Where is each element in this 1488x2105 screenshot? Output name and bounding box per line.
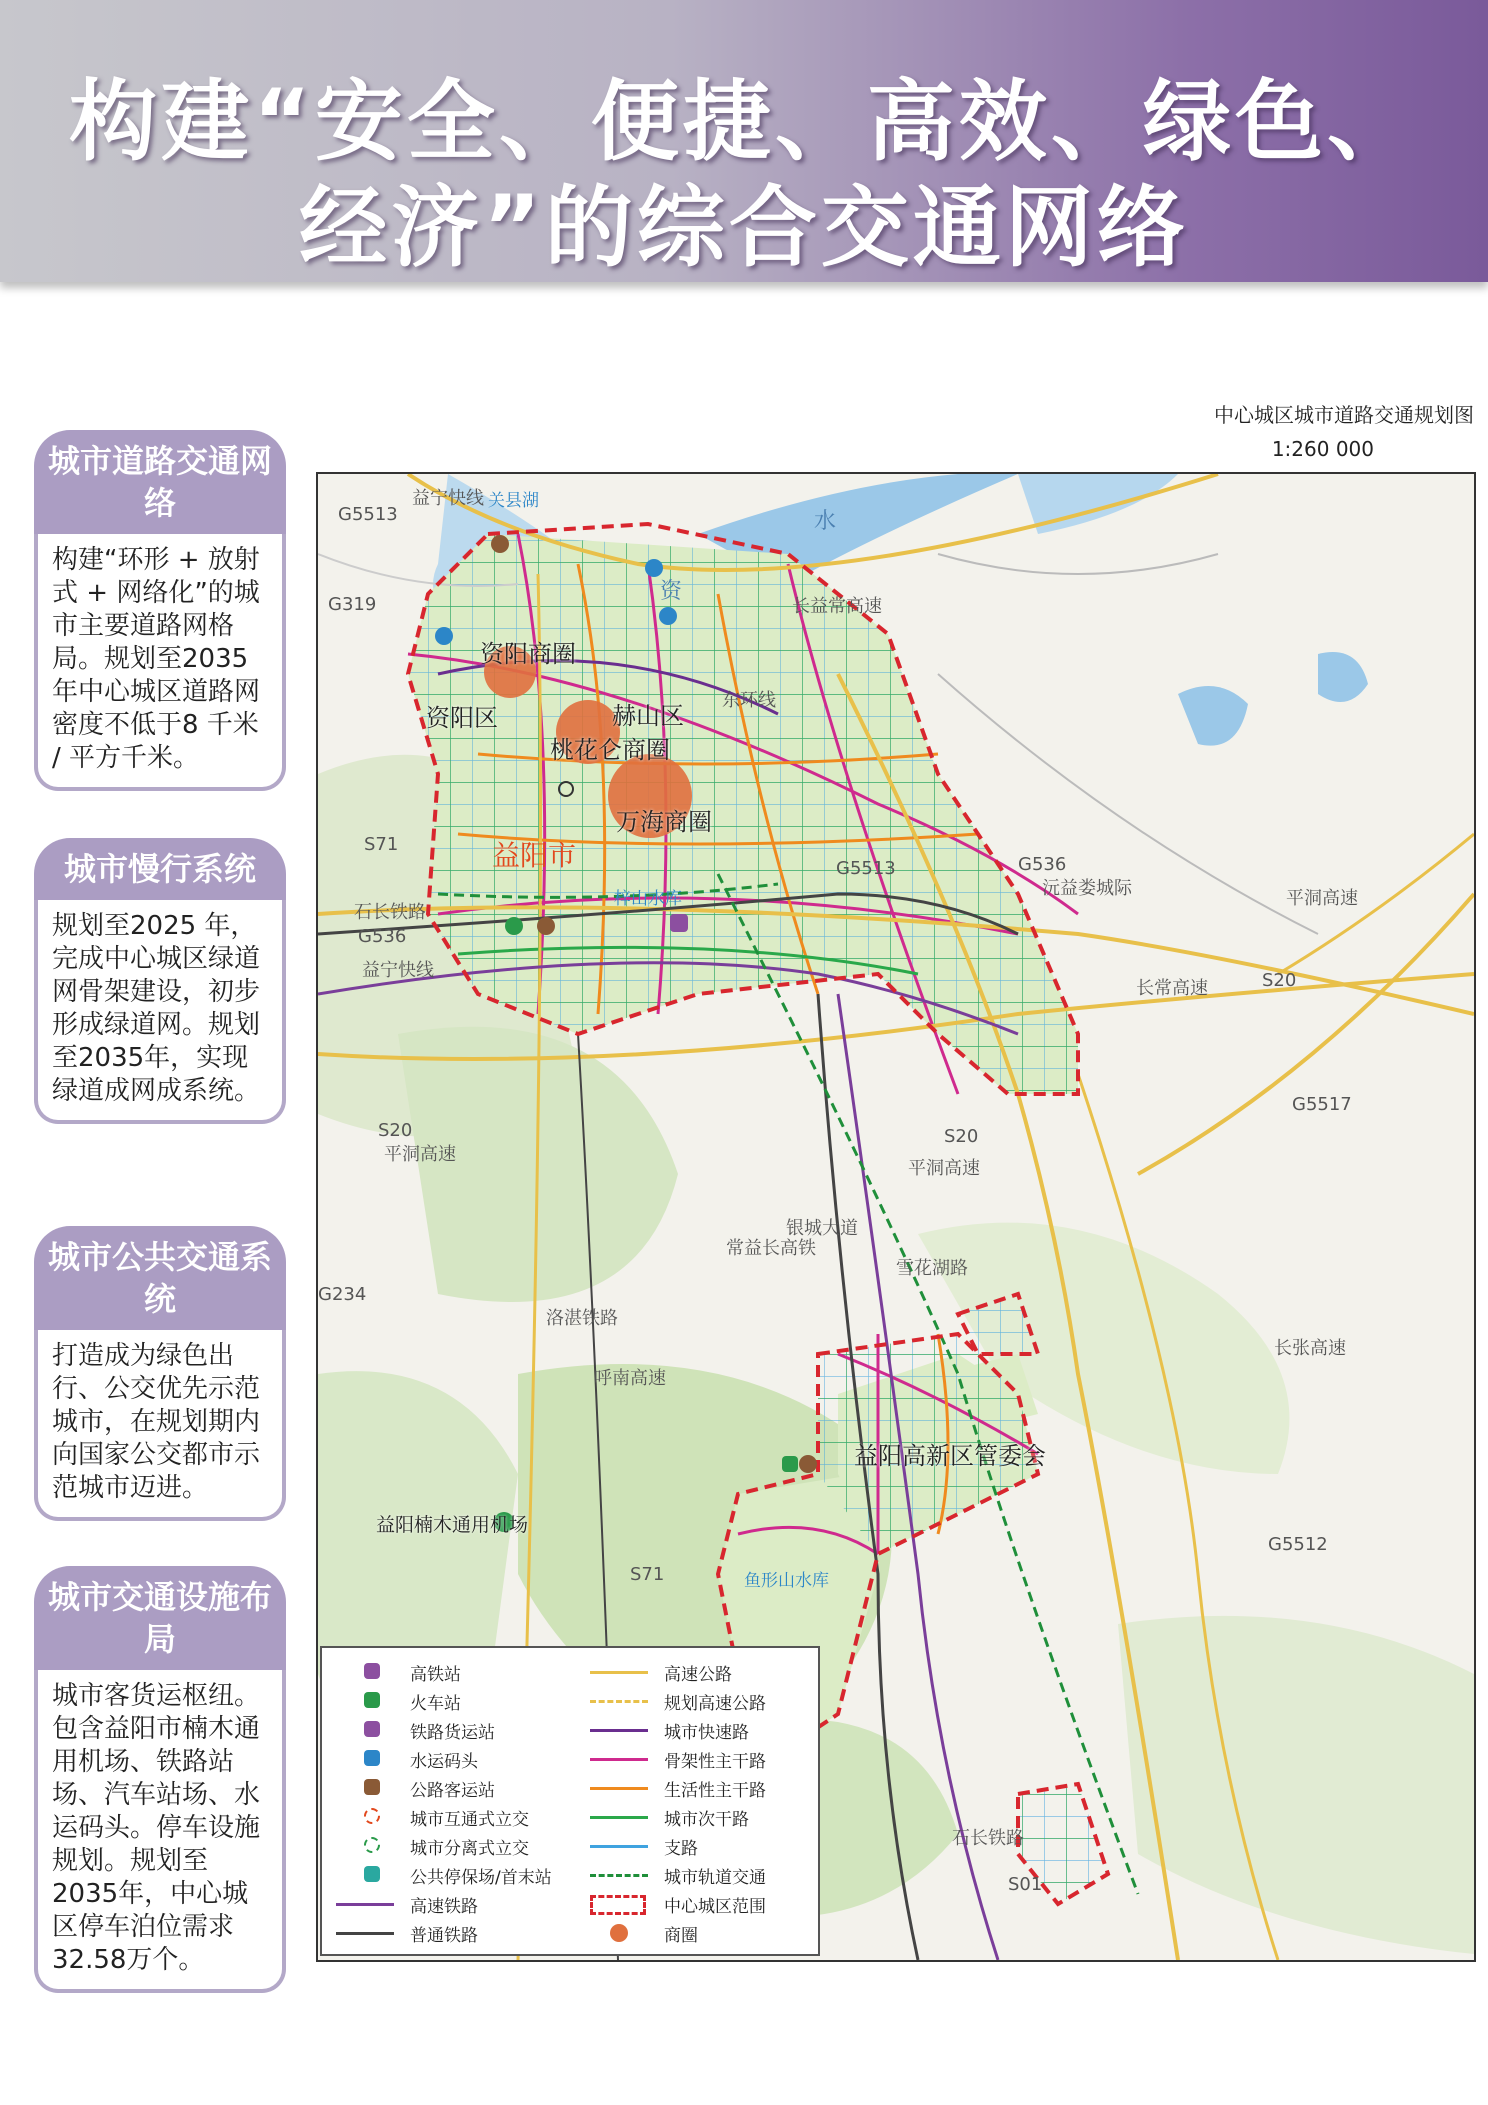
label-ziyang-district: 资阳区 [426,704,498,732]
label-airport: 益阳楠木通用机场 [376,1514,529,1536]
label-yining-express: 益宁快线 [412,488,484,509]
highway-icon [590,1671,648,1674]
map-title: 中心城区城市道路交通规划图 [1214,403,1474,427]
legend-label: 火车站 [410,1694,461,1714]
legend-label: 城市次干路 [664,1810,749,1830]
section-body: 打造成为绿色出行、公交优先示范城市，在规划期内向国家公交都市示范城市迈进。 [34,1330,286,1521]
label-ziyang-circle: 资阳商圈 [480,640,576,668]
legend-label: 生活性主干路 [664,1781,766,1801]
label-g319: G319 [328,594,377,615]
label-changchang-hw: 长常高速 [1136,978,1208,999]
label-g5513-mid: G5513 [836,858,896,879]
legend-label: 普通铁路 [410,1926,478,1946]
label-yuanyi: 沅益娄城际 [1042,878,1132,899]
legend-label: 中心城区范围 [664,1897,766,1917]
high-speed-rail-station-icon [364,1663,380,1679]
label-pingdong-mid: 平洞高速 [908,1158,980,1179]
label-s20-right: S20 [1262,970,1297,991]
legend-label: 商圈 [664,1926,698,1946]
legend-label: 铁路货运站 [410,1723,495,1743]
section-title: 城市道路交通网络 [34,430,286,534]
label-g5517: G5517 [1292,1094,1352,1115]
legend-label: 水运码头 [410,1752,478,1772]
legend-label: 支路 [664,1839,698,1859]
high-speed-rail-line-icon [336,1903,394,1906]
label-shichang-rail: 石长铁路 [354,902,426,923]
label-changyi-hw: 长益常高速 [792,596,882,617]
section-facilities [34,1566,286,1993]
branch-road-icon [590,1845,648,1848]
title-banner [0,0,1488,282]
label-s01: S01 [1008,1874,1043,1895]
section-road-network [34,430,286,791]
legend-label: 规划高速公路 [664,1694,766,1714]
label-s20-left: S20 [378,1120,413,1141]
legend-label: 高铁站 [410,1665,461,1685]
map-legend [320,1646,820,1956]
label-pingdong-right: 平洞高速 [1286,888,1358,909]
main-arterial-icon [590,1758,648,1761]
label-yiyang-city: 益阳市 [492,839,577,872]
train-station-icon [364,1692,380,1708]
page-title-line1: 构建“安全、便捷、高效、绿色、 [69,70,1419,173]
section-public-transit [34,1226,286,1521]
page-title-line2: 经济”的综合交通网络 [299,176,1189,279]
label-reservoir-yuxingshan: 鱼形山水库 [744,1571,829,1591]
label-g5513: G5513 [338,504,398,525]
label-changyi-rail: 常益长高铁 [726,1238,816,1259]
legend-label: 公路客运站 [410,1781,495,1801]
label-yining-express-left: 益宁快线 [362,960,434,981]
label-yinchengdadao: 银城大道 [786,1218,858,1239]
section-body: 城市客货运枢纽。包含益阳市楠木通用机场、铁路站场、汽车站场、水运码头。停车设施规划。规划至2035年，中心城区停车泊位需求32.58万个。 [34,1670,286,1993]
label-pingdong-left: 平洞高速 [384,1144,456,1165]
label-g234: G234 [318,1284,367,1305]
legend-label: 高速铁路 [410,1897,478,1917]
label-s71-bottom: S71 [630,1564,665,1585]
label-wanhai-circle: 万海商圈 [616,808,712,836]
legend-label: 高速公路 [664,1665,732,1685]
rail-transit-icon [590,1874,648,1877]
label-s71-top: S71 [364,834,399,855]
section-title: 城市公共交通系统 [34,1226,286,1330]
map-scale: 1:260 000 [1271,437,1374,461]
legend-label: 城市快速路 [664,1723,749,1743]
life-arterial-icon [590,1787,648,1790]
label-s20-mid: S20 [944,1126,979,1147]
planned-highway-icon [590,1700,648,1703]
section-slow-traffic [34,838,286,1124]
separated-interchange-icon [364,1837,380,1853]
label-reservoir-zishan: 梓山水库 [614,889,682,909]
section-title: 城市慢行系统 [34,838,286,900]
label-huhan-hw: 呼南高速 [594,1368,666,1389]
ordinary-rail-line-icon [336,1932,394,1935]
water-port-icon [364,1750,380,1766]
expressway-icon [590,1729,648,1732]
label-xuehuahu-rd: 雪花湖路 [896,1258,968,1279]
map-caption [1214,398,1474,466]
legend-label: 公共停保场/首末站 [410,1868,552,1888]
label-luozhan-rail: 洛湛铁路 [546,1308,618,1329]
label-changzhang-hw: 长张高速 [1274,1338,1346,1359]
label-hightech-committee: 益阳高新区管委会 [854,1442,1046,1470]
section-title: 城市交通设施布局 [34,1566,286,1670]
bus-passenger-station-icon [364,1779,380,1795]
label-river-zi: 资 [660,579,683,604]
central-area-boundary-icon [590,1895,646,1915]
legend-label: 城市分离式立交 [410,1839,529,1859]
label-jingshi-ring: 东环线 [722,690,776,711]
label-g536: G536 [358,926,407,947]
label-shichang-rail-bottom: 石长铁路 [952,1828,1024,1849]
legend-label: 城市互通式立交 [410,1810,529,1830]
label-taohuacang-circle: 桃花仑商圈 [550,736,670,764]
legend-label: 城市轨道交通 [664,1868,766,1888]
legend-label: 骨架性主干路 [664,1752,766,1772]
commercial-circle-icon [610,1924,628,1942]
label-lake: 关县湖 [488,491,539,511]
rail-freight-station-icon [364,1721,380,1737]
label-g5512: G5512 [1268,1534,1328,1555]
label-heshan-district: 赫山区 [612,702,684,730]
bus-parking-icon [364,1866,380,1882]
label-river-shui: 水 [814,509,837,534]
section-body: 规划至2025 年，完成中心城区绿道网骨架建设，初步形成绿道网。规划至2035年，实现绿道成网成系统。 [34,900,286,1124]
interchange-icon [364,1808,380,1824]
section-body: 构建“环形 + 放射式 + 网络化”的城市主要道路网格局。规划至2035年中心城区道路网密度不低于8 千米 / 平方千米。 [34,534,286,791]
label-g536-right: G536 [1018,854,1067,875]
transport-planning-map[interactable] [316,472,1476,1962]
secondary-road-icon [590,1816,648,1819]
